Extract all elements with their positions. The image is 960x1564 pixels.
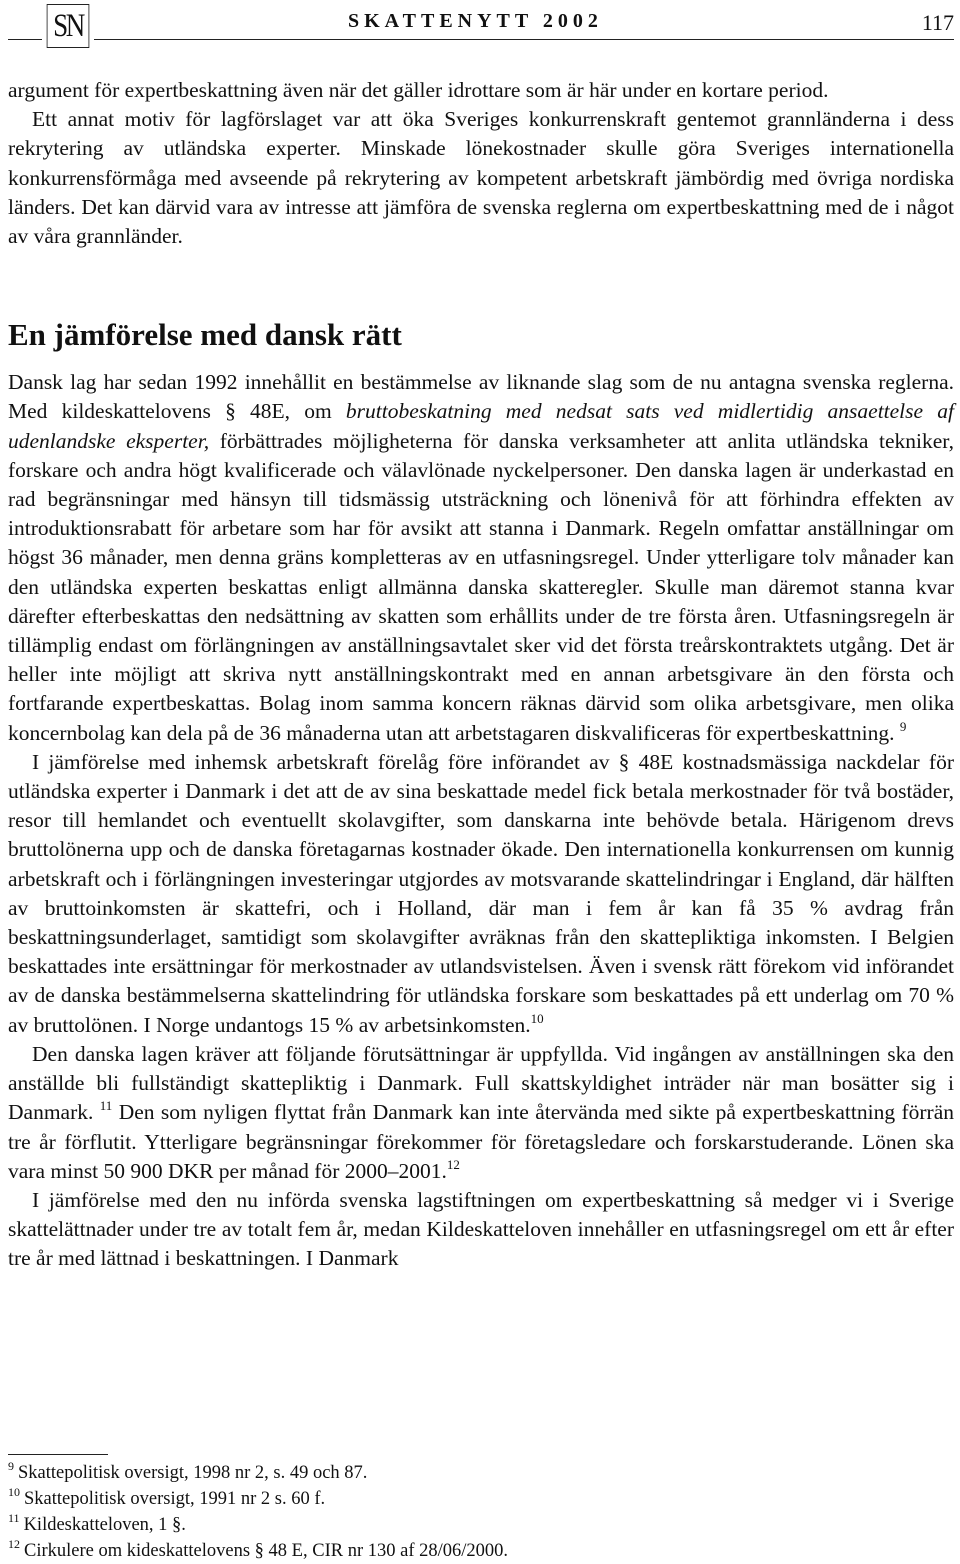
paragraph-1: argument för expertbeskattning även när det gäller idrottare som är här under en kortare period. xyxy=(8,78,829,102)
footnote-text: Skattepolitisk oversigt, 1998 nr 2, s. 49 och 87. xyxy=(18,1463,368,1483)
paragraph-3-part-a: Dansk lag har sedan 1992 innehållit en bestämmelse av liknande slag som de nu antagna svenska reglerna. Med kildeskattelovens § 48E, om xyxy=(8,370,954,424)
footnote-ref-9[interactable]: 9 xyxy=(899,718,907,734)
journal-title: SKATTENYTT 2002 xyxy=(348,10,603,32)
footnote-number: 10 xyxy=(8,1484,20,1499)
paragraph-5 xyxy=(8,1040,954,1186)
footnote-number: 9 xyxy=(8,1458,14,1473)
footnote-number: 11 xyxy=(8,1510,20,1525)
footnote-text: Cirkulere om kideskattelovens § 48 E, CIR nr 130 af 28/06/2000. xyxy=(24,1541,509,1561)
paragraph-2: Ett annat motiv för lagförslaget var att öka Sveriges konkurrenskraft gentemot grannländerna i dess rekrytering av utländska experter. Minskade lönekostnader skulle göra Sveriges internationella konkurrensförmåga med avseende på rekrytering av kompetent arbetskraft jämbördig med övriga nordiska länders. Det kan därvid vara av intresse att jämföra de svenska reglerna om expertbeskattning med de i något av våra grannländer. xyxy=(8,107,954,249)
footnote-text: Skattepolitisk oversigt, 1991 nr 2 s. 60 f. xyxy=(24,1489,326,1509)
paragraph-5-part-a: Den danska lagen kräver att följande förutsättningar är uppfyllda. Vid ingången av anställningen ska den anställde bli fullständigt skattepliktig i Danmark. Full skattskyldighet inträder när man bosätter sig i Danmark. xyxy=(8,1041,954,1125)
section-heading: En jämförelse med dansk rätt xyxy=(8,317,402,353)
footnote-divider xyxy=(8,1454,108,1455)
header-rule-left xyxy=(8,39,42,40)
footnote-ref-10[interactable]: 10 xyxy=(530,1010,544,1026)
footnote-ref-12[interactable]: 12 xyxy=(446,1156,460,1172)
paragraph-3-italic: bruttobeskatning med nedsat sats ved midlertidig ansaettelse af udenlandske eksperter, xyxy=(8,399,954,453)
footnote-10 xyxy=(8,1486,954,1512)
paragraph-6: I jämförelse med den nu införda svenska lagstiftningen om expertbeskattning så medger vi i Sverige skattelättnader under tre av totalt fem år, medan Kildeskatteloven innehåller en utfasningsregel om ett år efter tre år med lättnad i beskattningen. I Danmark xyxy=(8,1187,954,1271)
footnote-11 xyxy=(8,1512,954,1538)
journal-logo: SN xyxy=(47,4,90,48)
header-rule-right xyxy=(94,39,954,40)
footnote-9 xyxy=(8,1460,954,1486)
article-body xyxy=(8,76,954,1274)
page-number: 117 xyxy=(921,10,954,35)
paragraph-4 xyxy=(8,748,954,1040)
footnotes xyxy=(8,1460,954,1564)
paragraph-3-part-b: förbättrades möjligheterna för danska verksamheter att anlita utländska tekniker, forskare och andra högt kvalificerade och välavlönade nyckelpersoner. Den danska lagen är underkastad en rad begränsningar med hänsyn till tidsmässig utsträckning och lönenivå för att förhindra effekten av introduktionsrabatt för arbetare som har för avsikt att stanna i Danmark. Regeln omfattar anställningar om högst 36 månader, men denna gräns kompletteras av en utfasningsregel. Under ytterligare tolv månader kan den utländska experten beskattas enligt allmänna danska skatteregler. Skulle man däremot stanna kvar därefter efterbeskattas den nedsättning av skatten som erhållits under de tre första åren. Utfasningsregeln är tillämplig endast om förlängningen av anställningsavtalet sker vid det första treårskontraktets utgång. Det är heller inte möjligt att skriva nytt anställningskontrakt med en annan arbetsgivare än den första och fortfarande expertbeskattas. Bolag inom samma koncern räknas därvid som olika arbetsgivare, men olika koncernbolag kan dela på de 36 månaderna utan att arbetstagaren diskvalificeras för expertbeskattning. xyxy=(8,428,954,745)
footnote-number: 12 xyxy=(8,1536,20,1551)
footnote-text: Kildeskatteloven, 1 §. xyxy=(23,1515,186,1535)
footnote-12 xyxy=(8,1538,954,1564)
page-header xyxy=(8,4,954,48)
paragraph-5-part-b: Den som nyligen flyttat från Danmark kan inte återvända med sikte på expertbeskattning förrän tre år förflutit. Ytterligare begränsningar förekommer för företagsledare och forskarstuderande. Lönen ska vara minst 50 900 DKR per månad för 2000–2001. xyxy=(8,1100,955,1183)
paragraph-3 xyxy=(8,368,954,748)
paragraph-4-text: I jämförelse med inhemsk arbetskraft förelåg före införandet av § 48E kostnadsmässiga nackdelar för utländska experter i Danmark i det att de av sina beskattade medel fick betala merkostnader för två bostäder, resor till hemlandet och eventuellt skolavgifter, som danskarna inte behövde betala. Härigenom drevs bruttolönerna upp och de danska företagarnas kostnader ökade. Den internationella konkurrensen om kunnig arbetskraft och i förlängningen investeringar utgjordes av motsvarande skattelindringar i England, där hälften av bruttoinkomsten är skattefri, och i Holland, där man i fem år kan få 35 % avdrag från beskattningsunderlaget, samtidigt som skolavgifter avräknas från den skattepliktiga inkomsten. I Belgien beskattades inte ersättningar för merkostnader av utlandsvistelsen. Även i svensk rätt förekom vid införandet av de danska bestämmelserna skattelindring för utländska forskare som beskattades på ett underlag om 70 % av bruttolönen. I Norge undantogs 15 % av arbetsinkomsten. xyxy=(8,749,954,1037)
footnote-ref-11[interactable]: 11 xyxy=(99,1098,113,1114)
